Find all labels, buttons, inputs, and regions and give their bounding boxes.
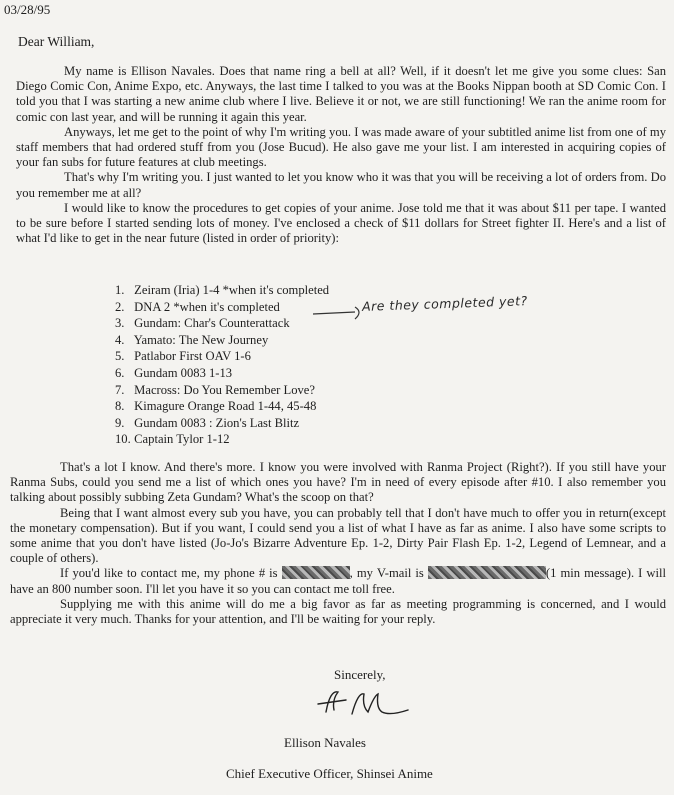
list-item: 6. Gundam 0083 1-13 (115, 365, 233, 380)
letter-body-top (16, 64, 666, 246)
paragraph-contact: If you'd like to contact me, my phone # is , my V-mail is (1 min message). I will have an 800 number soon. I'll let you have it so you can contact me toll free. (10, 566, 667, 596)
closing: Sincerely, (334, 667, 386, 682)
redacted-phone (282, 566, 350, 579)
letter-date: 03/28/95 (4, 2, 51, 17)
signer-name: Ellison Navales (284, 735, 366, 750)
paragraph-ranma: That's a lot I know. And there's more. I know you were involved with Ranma Project (Right?). If you still have your Ranma Subs, could you send me a list of which ones you have? I'm in need of every episode after #10. I also remember you talking about possibly subbing Zeta Gundam? What's the scoop on that? (10, 460, 666, 505)
paragraph-purpose: Anyways, let me get to the point of why I'm writing you. I was made aware of your subtitled anime list from one of my staff members that had ordered stuff from you (Jose Bucud). He also gave me your list. I am interested in acquiring copies of your fan subs for future features at club meetings. (16, 124, 666, 170)
paragraph-procedures: I would like to know the procedures to get copies of your anime. Jose told me that it was about $11 per tape. I wanted to be sure before I started sending lots of money. I've enclosed a check of $11 dollars for Street fighter II. Here's and a list of what I'd like to get in the near future (listed in order of priority): (16, 200, 666, 246)
list-item: 1. Zeiram (Iria) 1-4 *when it's completed (115, 283, 330, 297)
handwritten-note: Are they completed yet? (361, 293, 528, 314)
list-item: 4. Yamato: The New Journey (115, 332, 269, 347)
signature-icon (312, 682, 452, 722)
anime-order-list (115, 282, 329, 448)
salutation: Dear William, (18, 34, 95, 49)
paragraph-closing: Supplying me with this anime will do me a big favor as far as meeting programming is concerned, and I would appreciate it very much. Thanks for your attention, and I'll be waiting for your reply. (10, 596, 666, 627)
redacted-vmail (428, 566, 546, 579)
list-item: 5. Patlabor First OAV 1-6 (115, 349, 251, 364)
paragraph-intro: My name is Ellison Navales. Does that name ring a bell at all? Well, if it doesn't let me give you some clues: San Diego Comic Con, Anime Expo, etc. Anyways, the last time I talked to you was at the Books Nippan booth at SD Comic Con. I told you that I was starting a new anime club where I live. Believe it or not, we are still functioning! We ran the anime room for comic con last year, and will be running it again this year. (16, 64, 666, 124)
list-item: 7. Macross: Do You Remember Love? (115, 382, 315, 397)
letter-body-bottom (10, 460, 666, 627)
paragraph-reason: That's why I'm writing you. I just wanted to let you know who it was that you will be receiving a lot of orders from. Do you remember me at all? (16, 170, 666, 200)
list-item: 3. Gundam: Char's Counterattack (115, 316, 290, 331)
paragraph-offer: Being that I want almost every sub you have, you can probably tell that I don't have much to offer you in return(except the monetary compensation). But if you want, I could send you a list of what I have as far as anime. I also have some scripts to some anime that you don't have listed (Jo-Jo's Bizarre Adventure Ep. 1-2, Dirty Pair Flash Ep. 1-2, Legend of Lemnear, and a couple of others). (10, 505, 666, 566)
signer-title: Chief Executive Officer, Shinsei Anime (226, 766, 433, 781)
list-item: 2. DNA 2 *when it's completed (115, 299, 280, 314)
list-item: 9. Gundam 0083 : Zion's Last Blitz (115, 415, 300, 430)
list-item: 8. Kimagure Orange Road 1-44, 45-48 (115, 399, 317, 414)
list-item: 10. Captain Tylor 1-12 (115, 432, 230, 447)
